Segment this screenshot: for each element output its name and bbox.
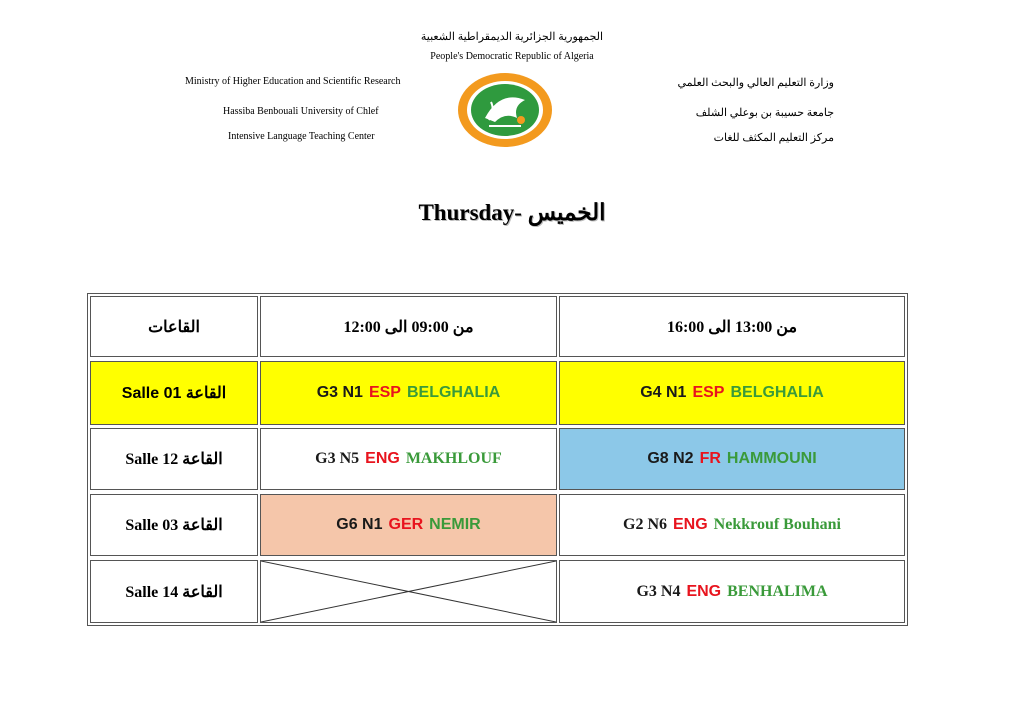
ministry-english: Ministry of Higher Education and Scientific Research — [185, 76, 401, 87]
center-arabic: مركز التعليم المكثف للغات — [713, 132, 834, 144]
language-label: ESP — [692, 384, 725, 401]
teacher-label: BELGHALIA — [730, 384, 824, 401]
teacher-label: BELGHALIA — [406, 384, 501, 401]
language-label: FR — [699, 450, 721, 467]
room-cell-3 — [90, 494, 258, 556]
room-label: Salle 12 القاعة — [125, 451, 223, 468]
group-label: G3 N1 — [316, 384, 363, 401]
header-morning — [260, 296, 557, 357]
header-rooms-label: القاعات — [148, 318, 200, 336]
university-logo — [455, 70, 555, 150]
teacher-label: BENHALIMA — [727, 582, 828, 600]
slot-afternoon-3 — [559, 494, 905, 556]
teacher-label: MAKHLOUF — [405, 450, 502, 467]
slot-morning-1 — [260, 361, 557, 425]
room-cell-1 — [90, 361, 258, 425]
language-label: ENG — [673, 516, 708, 533]
header-morning-label: من 09:00 الى 12:00 — [343, 318, 474, 336]
group-label: G4 N1 — [640, 384, 687, 401]
header-afternoon-label: من 13:00 الى 16:00 — [666, 318, 798, 336]
slot-morning-4-empty — [260, 560, 557, 623]
group-label: G2 N6 — [623, 516, 667, 533]
teacher-label: HAMMOUNI — [726, 450, 817, 467]
university-english: Hassiba Benbouali University of Chlef — [223, 106, 379, 117]
language-label: ENG — [686, 582, 722, 600]
room-label: Salle 14 القاعة — [125, 583, 223, 601]
group-label: G3 N4 — [636, 582, 681, 600]
room-cell-4 — [90, 560, 258, 623]
slot-afternoon-2 — [559, 428, 905, 490]
group-label: G6 N1 — [336, 516, 383, 533]
language-label: GER — [388, 516, 424, 533]
language-label: ESP — [368, 384, 401, 401]
slot-afternoon-4 — [559, 560, 905, 623]
room-cell-2 — [90, 428, 258, 490]
day-title: Thursday- الخميس — [418, 200, 606, 225]
slot-morning-3 — [260, 494, 557, 556]
republic-arabic: الجمهورية الجزائرية الديمقراطية الشعبية — [420, 31, 604, 43]
group-label: G8 N2 — [647, 450, 694, 467]
teacher-label: Nekkrouf Bouhani — [713, 516, 841, 533]
language-label: ENG — [365, 450, 400, 467]
header-rooms — [90, 296, 258, 357]
university-arabic: جامعة حسيبة بن بوعلي الشلف — [695, 107, 834, 119]
slot-afternoon-1 — [559, 361, 905, 425]
slot-morning-2 — [260, 428, 557, 490]
room-label: Salle 01 القاعة — [121, 385, 227, 402]
republic-english: People's Democratic Republic of Algeria — [430, 51, 594, 62]
center-english: Intensive Language Teaching Center — [228, 131, 375, 142]
cross-mark — [261, 561, 556, 622]
teacher-label: NEMIR — [429, 516, 481, 533]
room-label: Salle 03 القاعة — [125, 517, 223, 534]
group-label: G3 N5 — [315, 450, 360, 467]
header-afternoon — [559, 296, 905, 357]
ministry-arabic: وزارة التعليم العالي والبحث العلمي — [677, 77, 834, 89]
